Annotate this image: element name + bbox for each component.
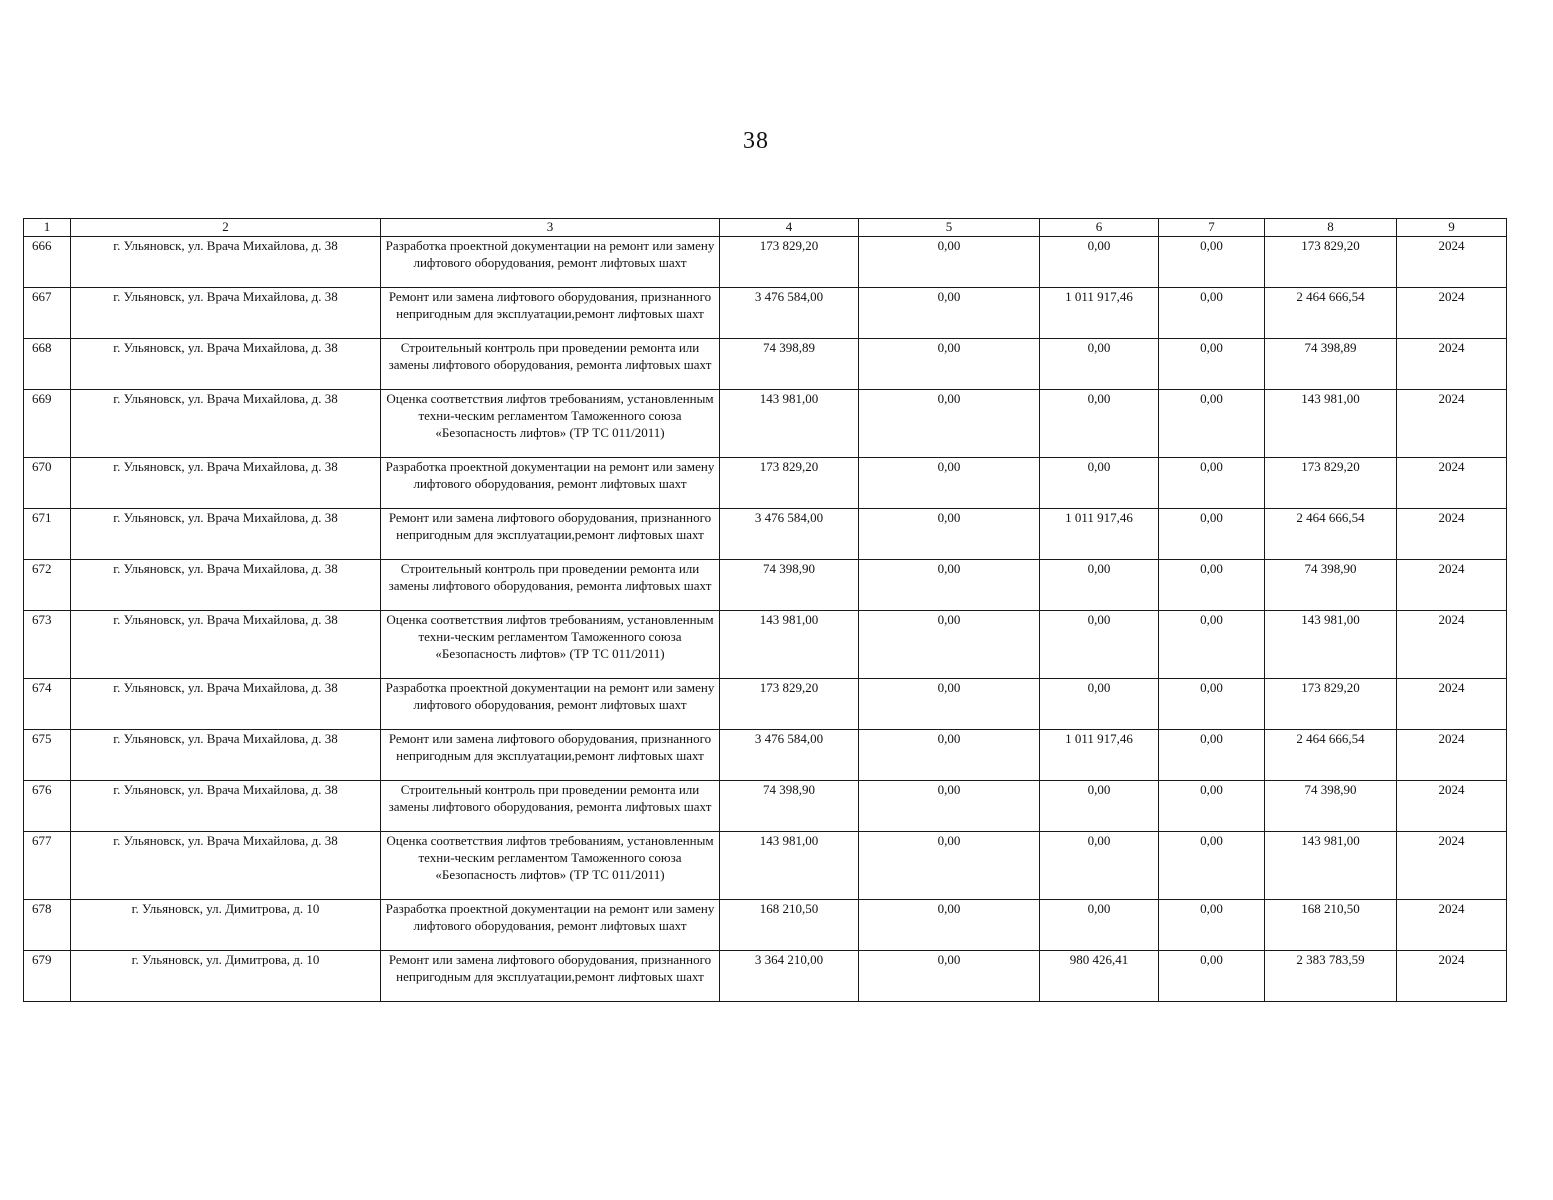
total-cost-cell: 3 476 584,00 — [720, 509, 859, 560]
row-number: 666 — [24, 237, 71, 288]
cell-col5: 0,00 — [859, 730, 1040, 781]
cell-col5: 0,00 — [859, 509, 1040, 560]
total-cost-cell: 173 829,20 — [720, 679, 859, 730]
work-type-cell: Ремонт или замена лифтового оборудования, признанного непригодным для эксплуатации,ремонт лифтовых шахт — [381, 288, 720, 339]
cell-col8: 74 398,89 — [1265, 339, 1397, 390]
row-number: 676 — [24, 781, 71, 832]
work-type-cell: Оценка соответствия лифтов требованиям, установленным техни-ческим регламентом Таможенного союза «Безопасность лифтов» (ТР ТС 011/2011) — [381, 611, 720, 679]
cell-col7: 0,00 — [1159, 832, 1265, 900]
address-cell: г. Ульяновск, ул. Врача Михайлова, д. 38 — [71, 458, 381, 509]
table-row — [24, 390, 1507, 458]
address-cell: г. Ульяновск, ул. Врача Михайлова, д. 38 — [71, 611, 381, 679]
address-cell: г. Ульяновск, ул. Димитрова, д. 10 — [71, 951, 381, 1002]
table-row — [24, 951, 1507, 1002]
year-cell: 2024 — [1397, 390, 1507, 458]
cell-col6: 0,00 — [1040, 679, 1159, 730]
work-type-cell: Оценка соответствия лифтов требованиям, установленным техни-ческим регламентом Таможенного союза «Безопасность лифтов» (ТР ТС 011/2011) — [381, 390, 720, 458]
row-number: 670 — [24, 458, 71, 509]
cell-col8: 2 383 783,59 — [1265, 951, 1397, 1002]
year-cell: 2024 — [1397, 679, 1507, 730]
page-number: 38 — [743, 128, 769, 154]
work-type-cell: Разработка проектной документации на ремонт или замену лифтового оборудования, ремонт лифтовых шахт — [381, 900, 720, 951]
cell-col5: 0,00 — [859, 781, 1040, 832]
cell-col6: 1 011 917,46 — [1040, 730, 1159, 781]
table-row — [24, 288, 1507, 339]
table-row — [24, 237, 1507, 288]
total-cost-cell: 3 364 210,00 — [720, 951, 859, 1002]
row-number: 678 — [24, 900, 71, 951]
cell-col6: 980 426,41 — [1040, 951, 1159, 1002]
row-number: 673 — [24, 611, 71, 679]
address-cell: г. Ульяновск, ул. Димитрова, д. 10 — [71, 900, 381, 951]
cell-col5: 0,00 — [859, 951, 1040, 1002]
work-type-cell: Разработка проектной документации на ремонт или замену лифтового оборудования, ремонт лифтовых шахт — [381, 237, 720, 288]
cell-col7: 0,00 — [1159, 611, 1265, 679]
year-cell: 2024 — [1397, 509, 1507, 560]
address-cell: г. Ульяновск, ул. Врача Михайлова, д. 38 — [71, 679, 381, 730]
total-cost-cell: 143 981,00 — [720, 611, 859, 679]
address-cell: г. Ульяновск, ул. Врача Михайлова, д. 38 — [71, 237, 381, 288]
cell-col6: 0,00 — [1040, 900, 1159, 951]
cell-col8: 143 981,00 — [1265, 832, 1397, 900]
work-type-cell: Разработка проектной документации на ремонт или замену лифтового оборудования, ремонт лифтовых шахт — [381, 458, 720, 509]
cell-col7: 0,00 — [1159, 509, 1265, 560]
column-header: 9 — [1397, 219, 1507, 237]
address-cell: г. Ульяновск, ул. Врача Михайлова, д. 38 — [71, 560, 381, 611]
work-type-cell: Оценка соответствия лифтов требованиям, установленным техни-ческим регламентом Таможенного союза «Безопасность лифтов» (ТР ТС 011/2011) — [381, 832, 720, 900]
cell-col8: 74 398,90 — [1265, 781, 1397, 832]
column-number-row — [24, 219, 1507, 237]
year-cell: 2024 — [1397, 288, 1507, 339]
cell-col7: 0,00 — [1159, 730, 1265, 781]
cell-col6: 0,00 — [1040, 611, 1159, 679]
cell-col8: 74 398,90 — [1265, 560, 1397, 611]
cell-col7: 0,00 — [1159, 560, 1265, 611]
table-row — [24, 611, 1507, 679]
row-number: 667 — [24, 288, 71, 339]
cell-col7: 0,00 — [1159, 900, 1265, 951]
cell-col7: 0,00 — [1159, 951, 1265, 1002]
cell-col6: 1 011 917,46 — [1040, 509, 1159, 560]
cell-col7: 0,00 — [1159, 339, 1265, 390]
total-cost-cell: 143 981,00 — [720, 390, 859, 458]
year-cell: 2024 — [1397, 458, 1507, 509]
cell-col8: 173 829,20 — [1265, 458, 1397, 509]
cell-col8: 143 981,00 — [1265, 611, 1397, 679]
year-cell: 2024 — [1397, 237, 1507, 288]
total-cost-cell: 173 829,20 — [720, 458, 859, 509]
cell-col8: 173 829,20 — [1265, 679, 1397, 730]
cell-col8: 143 981,00 — [1265, 390, 1397, 458]
address-cell: г. Ульяновск, ул. Врача Михайлова, д. 38 — [71, 781, 381, 832]
cell-col5: 0,00 — [859, 900, 1040, 951]
total-cost-cell: 74 398,90 — [720, 560, 859, 611]
cell-col8: 2 464 666,54 — [1265, 288, 1397, 339]
cell-col7: 0,00 — [1159, 679, 1265, 730]
year-cell: 2024 — [1397, 951, 1507, 1002]
row-number: 668 — [24, 339, 71, 390]
cell-col6: 0,00 — [1040, 781, 1159, 832]
cell-col5: 0,00 — [859, 288, 1040, 339]
work-type-cell: Строительный контроль при проведении ремонта или замены лифтового оборудования, ремонта лифтовых шахт — [381, 560, 720, 611]
column-header: 4 — [720, 219, 859, 237]
table-row — [24, 730, 1507, 781]
address-cell: г. Ульяновск, ул. Врача Михайлова, д. 38 — [71, 730, 381, 781]
year-cell: 2024 — [1397, 832, 1507, 900]
column-header: 7 — [1159, 219, 1265, 237]
cell-col5: 0,00 — [859, 458, 1040, 509]
capital-repair-table — [23, 218, 1507, 1002]
cell-col7: 0,00 — [1159, 781, 1265, 832]
cell-col6: 0,00 — [1040, 458, 1159, 509]
total-cost-cell: 74 398,89 — [720, 339, 859, 390]
work-type-cell: Разработка проектной документации на ремонт или замену лифтового оборудования, ремонт лифтовых шахт — [381, 679, 720, 730]
cell-col6: 0,00 — [1040, 390, 1159, 458]
address-cell: г. Ульяновск, ул. Врача Михайлова, д. 38 — [71, 832, 381, 900]
work-type-cell: Ремонт или замена лифтового оборудования, признанного непригодным для эксплуатации,ремонт лифтовых шахт — [381, 951, 720, 1002]
year-cell: 2024 — [1397, 339, 1507, 390]
cell-col7: 0,00 — [1159, 458, 1265, 509]
work-type-cell: Ремонт или замена лифтового оборудования, признанного непригодным для эксплуатации,ремонт лифтовых шахт — [381, 730, 720, 781]
total-cost-cell: 143 981,00 — [720, 832, 859, 900]
cell-col6: 1 011 917,46 — [1040, 288, 1159, 339]
year-cell: 2024 — [1397, 730, 1507, 781]
table-row — [24, 509, 1507, 560]
row-number: 675 — [24, 730, 71, 781]
work-type-cell: Строительный контроль при проведении ремонта или замены лифтового оборудования, ремонта лифтовых шахт — [381, 781, 720, 832]
cell-col5: 0,00 — [859, 832, 1040, 900]
column-header: 3 — [381, 219, 720, 237]
column-header: 5 — [859, 219, 1040, 237]
cell-col5: 0,00 — [859, 560, 1040, 611]
address-cell: г. Ульяновск, ул. Врача Михайлова, д. 38 — [71, 390, 381, 458]
year-cell: 2024 — [1397, 560, 1507, 611]
table-row — [24, 458, 1507, 509]
total-cost-cell: 173 829,20 — [720, 237, 859, 288]
row-number: 671 — [24, 509, 71, 560]
table-row — [24, 832, 1507, 900]
cell-col6: 0,00 — [1040, 237, 1159, 288]
cell-col8: 2 464 666,54 — [1265, 730, 1397, 781]
cell-col6: 0,00 — [1040, 560, 1159, 611]
cell-col5: 0,00 — [859, 679, 1040, 730]
work-type-cell: Строительный контроль при проведении ремонта или замены лифтового оборудования, ремонта лифтовых шахт — [381, 339, 720, 390]
column-header: 2 — [71, 219, 381, 237]
total-cost-cell: 168 210,50 — [720, 900, 859, 951]
table-row — [24, 679, 1507, 730]
cell-col8: 173 829,20 — [1265, 237, 1397, 288]
cell-col5: 0,00 — [859, 390, 1040, 458]
table-row — [24, 781, 1507, 832]
total-cost-cell: 3 476 584,00 — [720, 288, 859, 339]
row-number: 677 — [24, 832, 71, 900]
cell-col8: 2 464 666,54 — [1265, 509, 1397, 560]
row-number: 672 — [24, 560, 71, 611]
row-number: 674 — [24, 679, 71, 730]
column-header: 8 — [1265, 219, 1397, 237]
row-number: 669 — [24, 390, 71, 458]
cell-col5: 0,00 — [859, 237, 1040, 288]
address-cell: г. Ульяновск, ул. Врача Михайлова, д. 38 — [71, 339, 381, 390]
work-type-cell: Ремонт или замена лифтового оборудования, признанного непригодным для эксплуатации,ремонт лифтовых шахт — [381, 509, 720, 560]
year-cell: 2024 — [1397, 611, 1507, 679]
table-row — [24, 339, 1507, 390]
table-row — [24, 900, 1507, 951]
address-cell: г. Ульяновск, ул. Врача Михайлова, д. 38 — [71, 509, 381, 560]
year-cell: 2024 — [1397, 781, 1507, 832]
table-row — [24, 560, 1507, 611]
cell-col7: 0,00 — [1159, 237, 1265, 288]
total-cost-cell: 74 398,90 — [720, 781, 859, 832]
address-cell: г. Ульяновск, ул. Врача Михайлова, д. 38 — [71, 288, 381, 339]
row-number: 679 — [24, 951, 71, 1002]
cell-col8: 168 210,50 — [1265, 900, 1397, 951]
cell-col7: 0,00 — [1159, 390, 1265, 458]
cell-col7: 0,00 — [1159, 288, 1265, 339]
cell-col6: 0,00 — [1040, 339, 1159, 390]
table-body — [24, 237, 1507, 1002]
cell-col5: 0,00 — [859, 339, 1040, 390]
column-header: 1 — [24, 219, 71, 237]
total-cost-cell: 3 476 584,00 — [720, 730, 859, 781]
year-cell: 2024 — [1397, 900, 1507, 951]
cell-col5: 0,00 — [859, 611, 1040, 679]
column-header: 6 — [1040, 219, 1159, 237]
cell-col6: 0,00 — [1040, 832, 1159, 900]
